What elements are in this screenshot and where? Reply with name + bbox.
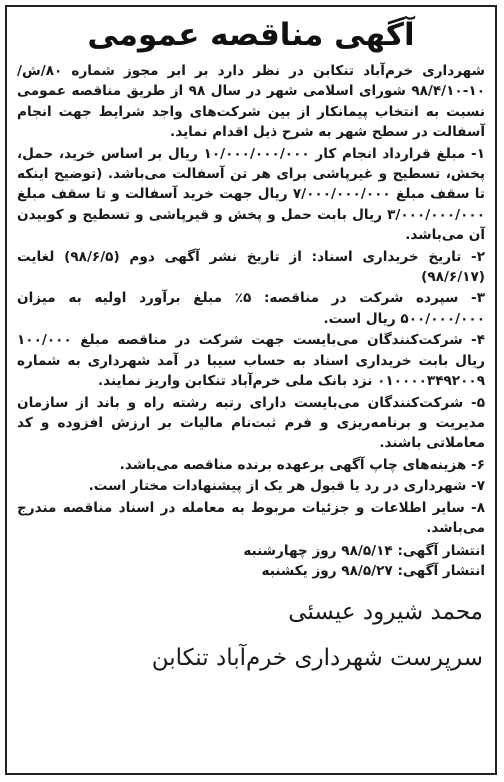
item-contract-amount: ۱- مبلغ قرارداد انجام کار ۱۰/۰۰۰/۰۰۰/۰۰۰ ریال بر اساس خرید، حمل، پخش، تسطیح و غیرپاشی برای هر تن آسفالت می‌باشد. (توضیح اینکه تا سقف مبلغ ۷/۰۰۰/۰۰۰/۰۰۰ ریال جهت خرید آسفالت و تا سقف مبلغ ۳/۰۰۰/۰۰۰/۰۰۰ ریال بابت حمل و پخش و قیرپاشی و تسطیح و کوبیدن آن می‌باشد. xyxy=(17,145,485,244)
publication-first: انتشار آگهی: ۹۸/۵/۱۴ روز چهارشنبه xyxy=(243,543,485,560)
notice-body xyxy=(7,61,495,581)
item-document-purchase-date: ۲- تاریخ خریداری اسناد: از تاریخ نشر آگهی دوم (۹۸/۶/۵) لغایت (۹۸/۶/۱۷) xyxy=(17,248,485,286)
intro-paragraph: شهرداری خرم‌آباد تنکابن در نظر دارد بر ابر مجوز شماره ۸۰/ش/۱۰-۹۸/۴/۱۰ شورای اسلامی شهر در سال ۹۸ از طریق مناقصه عمومی نسبت به انتخاب پیمانکار از بین شرکت‌های واجد شرایط جهت انجام آسفالت در سطح شهر به شرح ذیل اقدام نماید. xyxy=(17,63,485,141)
signature-block xyxy=(7,595,495,675)
notice-frame xyxy=(5,5,497,775)
item-rejection-right: ۷- شهرداری در رد یا قبول هر یک از پیشنهادات مختار است. xyxy=(88,478,485,495)
signatory-title: سرپرست شهرداری خرم‌آباد تنکابن xyxy=(151,645,483,672)
publication-dates xyxy=(17,541,485,581)
signatory-name: محمد شیرود عیسئی xyxy=(288,599,483,626)
item-qualifications: ۵- شرکت‌کنندگان می‌بایست دارای رتبه رشته راه و باند از سازمان مدیریت و برنامه‌ریزی و فرم ثبت‌نام مالیات بر ارزش افزوده و کد معاملاتی باشند. xyxy=(17,394,485,452)
notice-title: آگهی مناقصه عمومی xyxy=(87,17,415,53)
item-other-info: ۸- سایر اطلاعات و جزئیات مربوط به معامله در اسناد مناقصه مندرج می‌باشد. xyxy=(17,499,485,536)
item-advert-costs: ۶- هزینه‌های چاپ آگهی برعهده برنده مناقصه می‌باشد. xyxy=(119,456,485,473)
item-document-fee: ۴- شرکت‌کنندگان می‌بایست جهت شرکت در مناقصه مبلغ ۱۰۰/۰۰۰ ریال بابت خریداری اسناد به حساب سیبا در آمد شهرداری به شماره ۰۱۰۰۰۰۳۴۹۲۰۰۹ نزد بانک ملی خرم‌آباد تنکابن واریز نمایند. xyxy=(17,332,485,390)
item-tender-deposit: ۳- سپرده شرکت در مناقصه: ۵٪ مبلغ برآورد اولیه به میزان ۵۰۰/۰۰۰/۰۰۰ ریال است. xyxy=(17,290,485,327)
publication-second: انتشار آگهی: ۹۸/۵/۲۷ روز یکشنبه xyxy=(261,563,485,580)
